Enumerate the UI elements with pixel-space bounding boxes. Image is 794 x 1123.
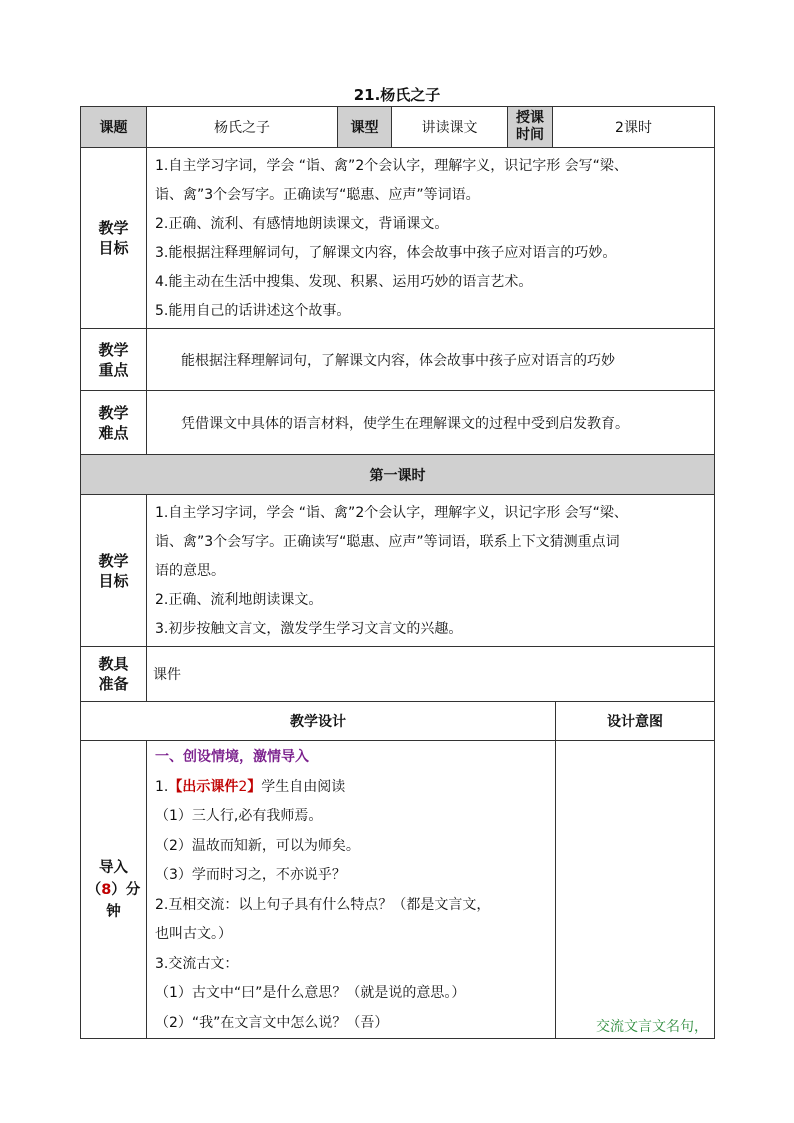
lesson1-title: 第一课时 — [81, 455, 715, 495]
design-content — [147, 741, 556, 1039]
section-minutes: 8 — [101, 881, 112, 898]
goal-line: 5.能用自己的话讲述这个故事。 — [155, 303, 351, 319]
goal-line: 4.能主动在生活中搜集、发现、积累、运用巧妙的语言艺术。 — [155, 274, 533, 290]
design-line: 3.交流古文： — [155, 955, 239, 972]
section-heading: 一、创设情境，激情导入 — [155, 749, 309, 765]
tools-row — [81, 647, 715, 702]
design-line: 也叫古文。） — [155, 926, 232, 942]
type-value: 讲读课文 — [392, 107, 508, 148]
lesson1-title-row — [81, 455, 715, 495]
topic-label: 课题 — [81, 107, 147, 148]
design-column-header: 教学设计 — [81, 702, 556, 741]
lesson1-goal-line: 3.初步按触文言文，激发学生学习文言文的兴趣。 — [155, 621, 463, 637]
courseware-number: 2 — [238, 778, 248, 795]
lesson1-goals-label-line-2: 目标 — [98, 571, 129, 590]
key-point-label — [81, 329, 147, 391]
time-value: 2课时 — [553, 107, 715, 148]
courseware-tag — [168, 779, 261, 795]
section-label-close: ）分 — [111, 881, 141, 898]
difficulty-text: 凭借课文中具体的语言材料，使学生在理解课文的过程中受到启发教育。 — [147, 391, 715, 455]
difficulty-label — [81, 391, 147, 455]
time-label-line-1: 授课 — [516, 110, 544, 126]
design-header-row — [81, 702, 715, 741]
time-label-line-2: 时间 — [516, 127, 544, 143]
design-line: （2）“我”在文言文中怎么说？（吾） — [155, 1014, 389, 1031]
design-line: （2）温故而知新，可以为师矣。 — [155, 837, 360, 854]
goal-line: 1.自主学习字词，学会 “诣、禽”2个会认字，理解字义，识记字形 会写“梁、 — [155, 158, 628, 174]
lesson1-goals-label — [81, 495, 147, 647]
goals-label — [81, 148, 147, 329]
section-label-line-2 — [83, 879, 144, 901]
section-label-open: （ — [86, 881, 102, 898]
step-1-prefix: 1. — [155, 778, 169, 795]
design-line: （1）三人行,必有我师焉。 — [155, 808, 323, 824]
step-1-text: 学生自由阅读 — [261, 778, 346, 795]
goals-label-line-2: 目标 — [98, 239, 129, 257]
tools-label-line-1: 教具 — [98, 655, 129, 673]
topic-value: 杨氏之子 — [147, 107, 338, 148]
key-point-text: 能根据注释理解词句，了解课文内容，体会故事中孩子应对语言的巧妙 — [147, 329, 715, 391]
time-label — [508, 107, 553, 148]
goals-content — [147, 148, 715, 329]
step-1-line — [155, 773, 549, 803]
lesson1-goal-line: 2.正确、流利地朗读课文。 — [155, 592, 323, 608]
lesson1-goal-line: 1.自主学习字词，学会 “诣、禽”2个会认字，理解字义，识记字形 会写“梁、 — [155, 505, 628, 521]
header-row — [81, 107, 715, 148]
type-label: 课型 — [338, 107, 392, 148]
design-line: （1）古文中“曰”是什么意思？（就是说的意思。） — [155, 985, 466, 1001]
design-body-row — [81, 741, 715, 1039]
goals-label-line-1: 教学 — [98, 219, 129, 237]
lesson1-goal-line: 诣、禽”3个会写字。正确读写“聪惠、应声”等词语，联系上下文猜测重点词 — [155, 534, 620, 550]
difficulty-label-line-1: 教学 — [98, 403, 129, 422]
goals-row — [81, 148, 715, 329]
goal-line: 诣、禽”3个会写字。正确读写“聪惠、应声”等词语。 — [155, 187, 480, 203]
lesson1-goals-content — [147, 495, 715, 647]
key-point-row — [81, 329, 715, 391]
design-line: 2.互相交流：以上句子具有什么特点？（都是文言文， — [155, 896, 491, 913]
difficulty-label-line-2: 难点 — [98, 423, 129, 442]
section-label — [81, 741, 147, 1039]
key-point-label-line-2: 重点 — [98, 360, 129, 379]
courseware-tag-text: 【出示课件 — [168, 778, 239, 795]
intent-note: 交流文言文名句， — [556, 741, 715, 1039]
goal-line: 3.能根据注释理解词句，了解课文内容，体会故事中孩子应对语言的巧妙。 — [155, 245, 617, 261]
difficulty-row — [81, 391, 715, 455]
tools-label-line-2: 准备 — [98, 675, 129, 693]
intent-column-header: 设计意图 — [556, 702, 715, 741]
key-point-label-line-1: 教学 — [98, 340, 129, 359]
lesson1-goals-label-line-1: 教学 — [98, 551, 129, 570]
section-label-line-1: 导入 — [99, 859, 128, 876]
document-title: 21.杨氏之子 — [353, 86, 441, 104]
lesson-plan-table — [80, 106, 715, 1039]
goal-line: 2.正确、流利、有感情地朗读课文，背诵课文。 — [155, 216, 449, 232]
tools-value: 课件 — [147, 647, 715, 702]
lesson1-goal-line: 语的意思。 — [155, 563, 225, 579]
tools-label — [81, 647, 147, 702]
courseware-tag-close: 】 — [247, 778, 262, 795]
design-line: （3）学而时习之，不亦说乎？ — [155, 867, 346, 883]
section-label-line-3: 钟 — [106, 903, 121, 920]
lesson1-goals-row — [81, 495, 715, 647]
